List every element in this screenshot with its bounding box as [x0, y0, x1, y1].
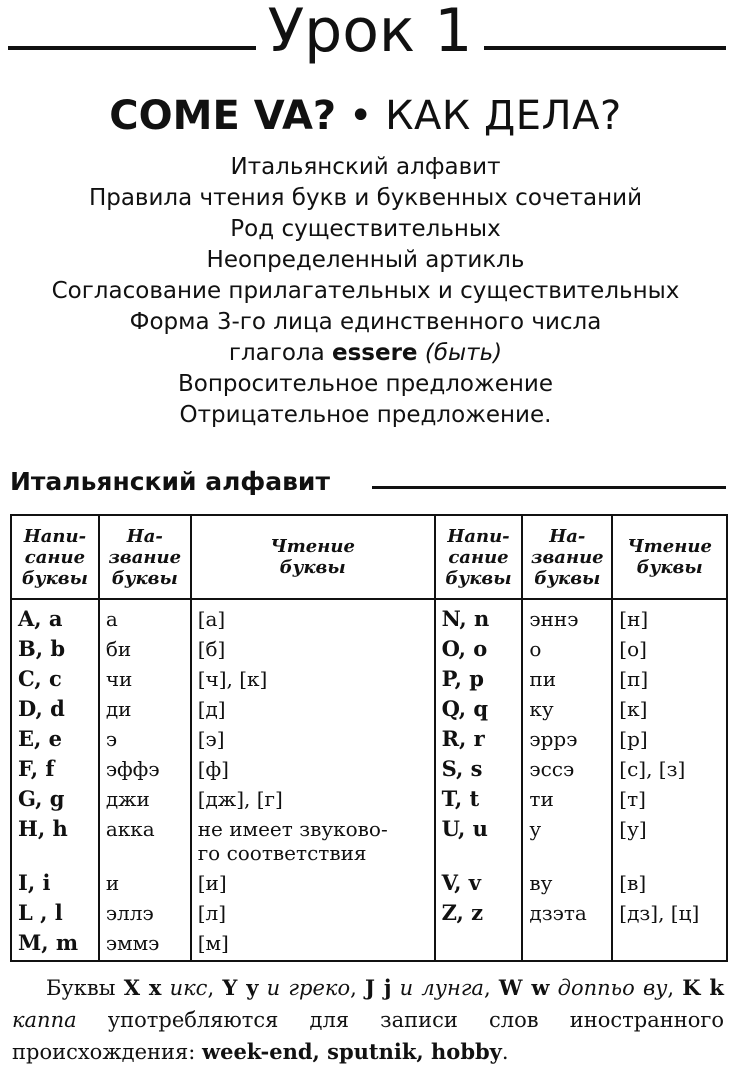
lesson-topics	[0, 152, 731, 431]
letter-cell: Z, z	[435, 898, 523, 928]
header-rule-left	[8, 46, 256, 50]
lesson-header	[0, 0, 731, 64]
sound-cell: [л]	[191, 898, 435, 928]
name-cell: эннэ	[522, 599, 612, 634]
letter-cell: T, t	[435, 784, 523, 814]
name-cell: а	[99, 599, 191, 634]
letter-cell: N, n	[435, 599, 523, 634]
sound-cell: [б]	[191, 634, 435, 664]
header-writing: Напи- сание буквы	[11, 515, 99, 599]
title-separator: •	[348, 93, 373, 139]
verb-word: essere	[332, 340, 418, 366]
topic-item-verb	[0, 338, 731, 369]
name-cell: э	[99, 724, 191, 754]
letter-cell: A, a	[11, 599, 99, 634]
letter-cell: D, d	[11, 694, 99, 724]
topic-item: Правила чтения букв и буквенных сочетаний	[88, 185, 643, 211]
name-cell: о	[522, 634, 612, 664]
sound-cell: [у]	[612, 814, 727, 868]
letter-x: X x	[123, 975, 162, 1000]
empty-cell	[435, 928, 523, 961]
letter-cell: Q, q	[435, 694, 523, 724]
letter-cell: S, s	[435, 754, 523, 784]
table-header-row	[11, 515, 727, 599]
letter-cell: U, u	[435, 814, 523, 868]
name-cell: джи	[99, 784, 191, 814]
name-cell: эллэ	[99, 898, 191, 928]
sound-cell: [д]	[191, 694, 435, 724]
letter-cell: G, g	[11, 784, 99, 814]
sound-cell	[191, 814, 435, 868]
sound-cell: [с], [з]	[612, 754, 727, 784]
letter-cell: R, r	[435, 724, 523, 754]
letter-cell: P, p	[435, 664, 523, 694]
empty-cell	[522, 928, 612, 961]
header-name: На- звание буквы	[522, 515, 612, 599]
sound-cell: [а]	[191, 599, 435, 634]
table-row	[11, 724, 727, 754]
table-row	[11, 754, 727, 784]
name-cell: эффэ	[99, 754, 191, 784]
sound-cell: [м]	[191, 928, 435, 961]
sound-line: го соответствия	[197, 841, 367, 865]
table-row	[11, 898, 727, 928]
letter-cell: F, f	[11, 754, 99, 784]
table-row	[11, 814, 727, 868]
letter-cell: M, m	[11, 928, 99, 961]
letter-k: K k	[682, 975, 724, 1000]
alphabet-table	[10, 514, 728, 962]
topic-item: Неопределенный артикль	[206, 247, 525, 273]
name-cell: ву	[522, 868, 612, 898]
letter-cell: V, v	[435, 868, 523, 898]
letter-cell: C, c	[11, 664, 99, 694]
section-rule	[372, 486, 726, 489]
sound-cell: [дз], [ц]	[612, 898, 727, 928]
letter-cell: B, b	[11, 634, 99, 664]
foreign-examples: week-end, sputnik, hobby	[202, 1039, 502, 1064]
topic-item: Вопросительное предложение	[178, 371, 553, 397]
page-title	[0, 92, 731, 140]
topic-item: Отрицательное предложение.	[179, 402, 552, 428]
sound-cell: [в]	[612, 868, 727, 898]
letter-w: W w	[498, 975, 550, 1000]
header-rule-right	[484, 46, 726, 50]
sound-line: не имеет звуково-	[197, 817, 388, 841]
name-cell: эррэ	[522, 724, 612, 754]
section-title: Итальянский алфавит	[10, 467, 330, 496]
lesson-title: Урок 1	[267, 0, 473, 66]
name-cell: пи	[522, 664, 612, 694]
sound-cell: [р]	[612, 724, 727, 754]
letter-cell: E, e	[11, 724, 99, 754]
sound-cell: [н]	[612, 599, 727, 634]
letter-cell: H, h	[11, 814, 99, 868]
header-writing: Напи- сание буквы	[435, 515, 523, 599]
footnote: Буквы X x икс, Y y и греко, J j и лунга, W w доппьо ву, K k каппа употребляются для записи слов иностранного происхождения: week-end, sputnik, hobby.	[12, 975, 724, 1064]
sound-cell: [э]	[191, 724, 435, 754]
sound-cell: [дж], [г]	[191, 784, 435, 814]
table-row	[11, 664, 727, 694]
letter-cell: O, o	[435, 634, 523, 664]
table-row	[11, 868, 727, 898]
letter-cell: I, i	[11, 868, 99, 898]
sound-cell: [о]	[612, 634, 727, 664]
topic-item: Форма 3-го лица единственного числа	[129, 309, 602, 335]
sound-cell: [т]	[612, 784, 727, 814]
sound-cell: [и]	[191, 868, 435, 898]
table-row	[11, 784, 727, 814]
table-row	[11, 599, 727, 634]
name-cell: акка	[99, 814, 191, 868]
verb-prefix: глагола	[228, 340, 333, 366]
sound-cell: [ч], [к]	[191, 664, 435, 694]
sound-cell: [п]	[612, 664, 727, 694]
topic-item: Род существительных	[230, 216, 501, 242]
header-name: На- звание буквы	[99, 515, 191, 599]
section-header	[10, 462, 726, 502]
sound-cell: [ф]	[191, 754, 435, 784]
name-cell: ку	[522, 694, 612, 724]
name-cell: и	[99, 868, 191, 898]
name-cell: эссэ	[522, 754, 612, 784]
name-cell: дзэта	[522, 898, 612, 928]
title-russian: КАК ДЕЛА?	[385, 93, 622, 139]
verb-translation: (быть)	[417, 340, 503, 366]
title-italian: COME VA?	[109, 93, 337, 139]
name-cell: у	[522, 814, 612, 868]
name-cell: ди	[99, 694, 191, 724]
name-cell: ти	[522, 784, 612, 814]
sound-cell: [к]	[612, 694, 727, 724]
header-reading: Чтение буквы	[612, 515, 727, 599]
header-reading: Чтение буквы	[191, 515, 435, 599]
table-row	[11, 694, 727, 724]
topic-item: Согласование прилагательных и существительных	[51, 278, 680, 304]
letter-j: J j	[365, 975, 392, 1000]
name-cell: чи	[99, 664, 191, 694]
letter-cell: L , l	[11, 898, 99, 928]
table-row	[11, 634, 727, 664]
empty-cell	[612, 928, 727, 961]
letter-y: Y y	[222, 975, 259, 1000]
topic-item: Итальянский алфавит	[230, 154, 501, 180]
table-row	[11, 928, 727, 961]
name-cell: би	[99, 634, 191, 664]
name-cell: эммэ	[99, 928, 191, 961]
